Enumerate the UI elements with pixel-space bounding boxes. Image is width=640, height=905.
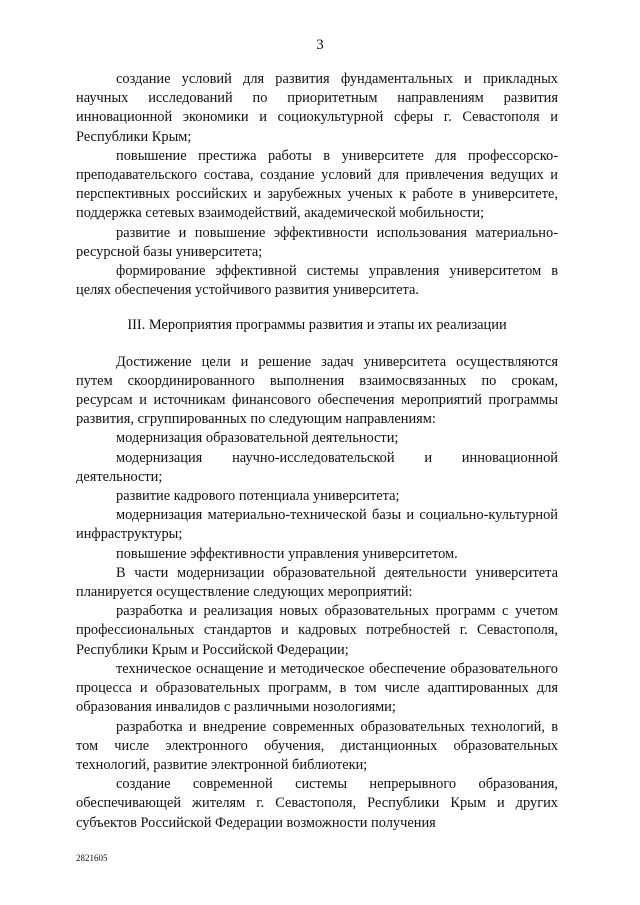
section1-paragraph: развитие и повышение эффективности использования материально-ресурсной базы университета; — [76, 224, 558, 260]
section2-list-item: разработка и реализация новых образовательных программ с учетом профессиональных стандартов и кадровых потребностей г. Севастополя, Республики Крым и Российской Федерации; — [76, 603, 558, 658]
section2-paragraph: Достижение цели и решение задач университета осуществляются путем скоординированного выполнения взаимосвязанных по срокам, ресурсам и источникам финансового обеспечения мероприятий программы развития, сгруппированных по следующим направлениям: — [76, 353, 558, 428]
section2-list-item: развитие кадрового потенциала университета; — [116, 488, 400, 505]
document-code: 2821605 — [76, 853, 108, 863]
section2-list-item: модернизация образовательной деятельности; — [116, 430, 399, 447]
page-number: 3 — [316, 37, 324, 53]
section2-list-item: техническое оснащение и методическое обеспечение образовательного процесса и образовательных программ, в том числе адаптированных для образования инвалидов с различными нозологиями; — [76, 660, 558, 716]
section2-list-item: модернизация материально-технической базы и социально-культурной инфраструктуры; — [76, 507, 558, 543]
section-heading: III. Мероприятия программы развития и этапы их реализации — [127, 317, 507, 334]
section1-paragraph: формирование эффективной системы управления университетом в целях обеспечения устойчивого развития университета. — [76, 263, 558, 299]
section2-list-item: создание современной системы непрерывного образования, обеспечивающей жителям г. Севастополя, Республики Крым и других субъектов Российской Федерации возможности получения — [76, 776, 558, 831]
section1-paragraph: повышение престижа работы в университете для профессорско-преподавательского состава, создание условий для привлечения ведущих и перспективных российских и зарубежных ученых к работе в университете, поддержка сетевых взаимодействий, академической мобильности; — [76, 147, 558, 222]
document-body — [76, 70, 558, 833]
section2-list-item: повышение эффективности управления университетом. — [116, 545, 458, 562]
section2-list-item: модернизация научно-исследовательской и инновационной деятельности; — [76, 449, 558, 485]
section2-list-item: разработка и внедрение современных образовательных технологий, в том числе электронного обучения, дистанционных образовательных технологий, развитие электронной библиотеки; — [76, 718, 558, 773]
section2-paragraph: В части модернизации образовательной деятельности университета планируется осуществление следующих мероприятий: — [76, 564, 558, 601]
section1-paragraph: создание условий для развития фундаментальных и прикладных научных исследований по приоритетным направлениям развития инновационной экономики и социокультурной сферы г. Севастополя и Республики Крым; — [76, 71, 558, 145]
